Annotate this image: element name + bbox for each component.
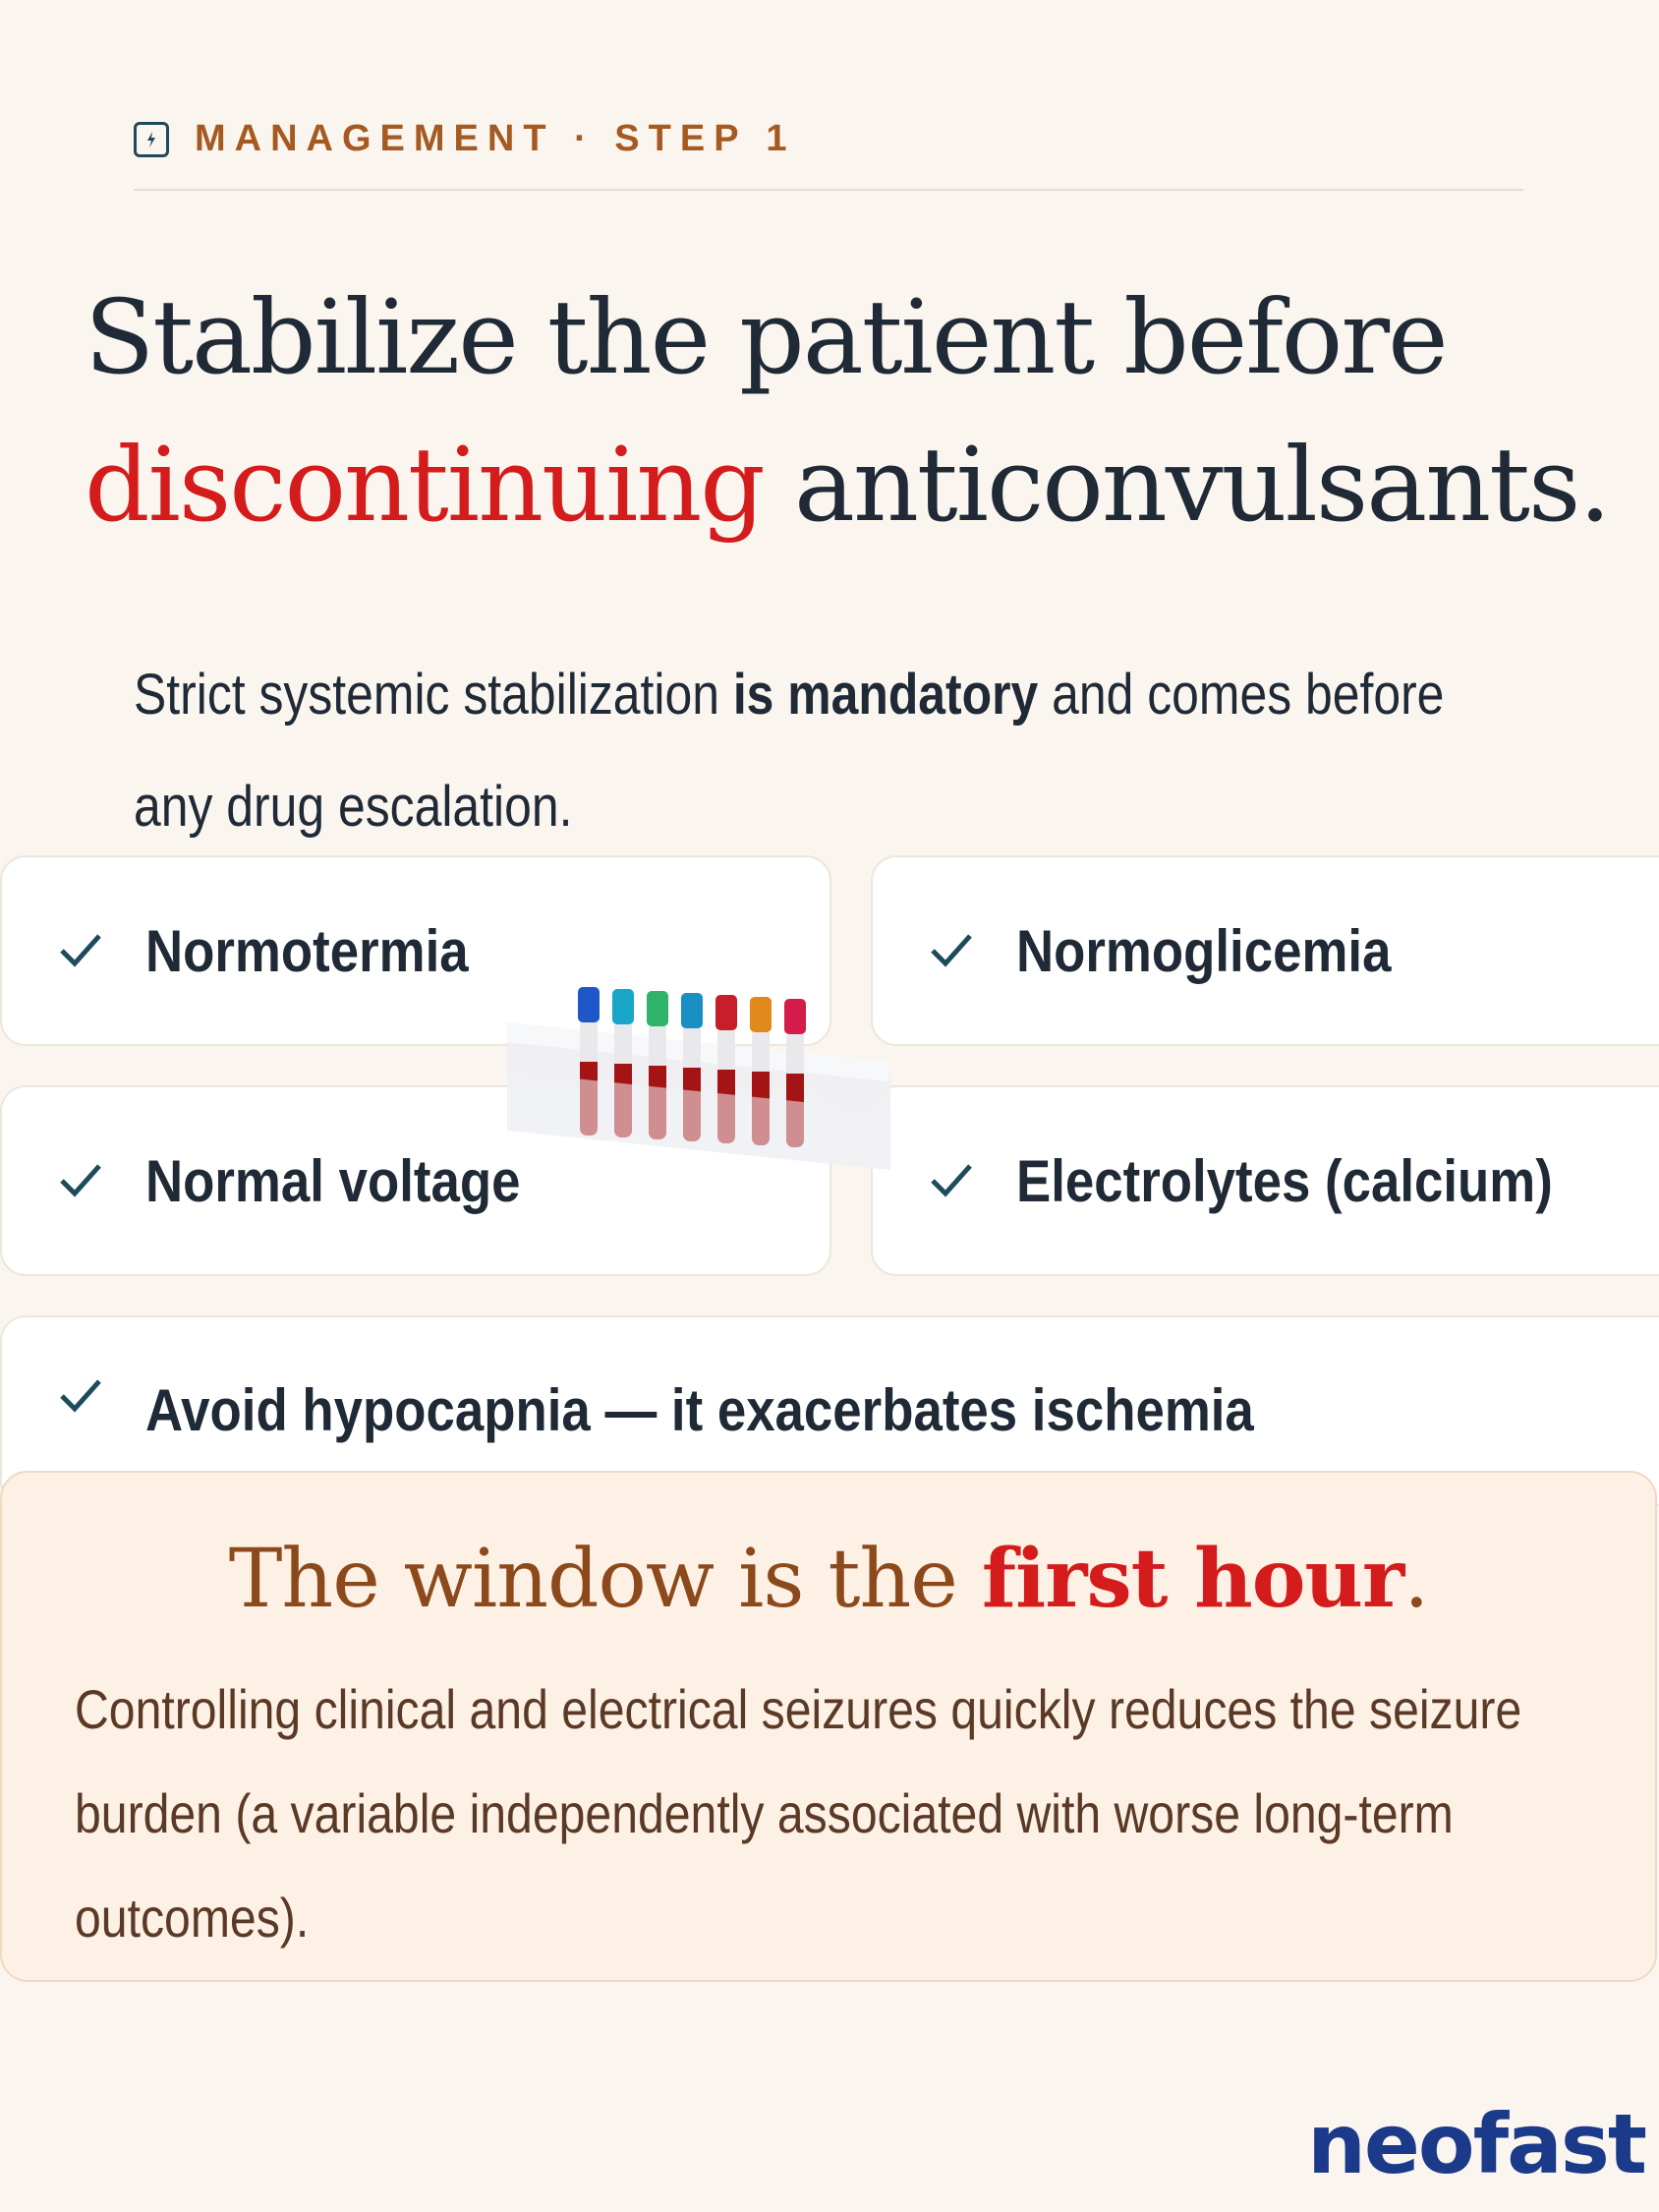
- pulse-icon: [134, 122, 169, 157]
- checklist-item-normoglycemia: [871, 855, 1659, 1046]
- check-icon: [59, 931, 112, 970]
- checklist-label: Normal voltage: [145, 1147, 521, 1214]
- checklist-label: Electrolytes (calcium): [1016, 1147, 1553, 1214]
- blood-tubes-image: [497, 973, 890, 1190]
- check-icon: [59, 1376, 112, 1416]
- callout-body: Controlling clinical and electrical seizures quickly reduces the seizure burden (a variable independently associated with worse long-term outcomes).: [75, 1678, 1522, 1949]
- checklist-item-electrolytes: [871, 1085, 1659, 1276]
- eyebrow-label: MANAGEMENT · STEP 1: [195, 118, 796, 159]
- checklist-label: Normotermia: [145, 917, 469, 984]
- lead-paragraph: Strict systemic stabilization is mandatory and comes before any drug escalation.: [134, 663, 1445, 839]
- checklist-label: Normoglicemia: [1016, 917, 1392, 984]
- title-accent: discontinuing: [85, 425, 764, 545]
- check-icon: [930, 931, 983, 970]
- brand-logo: neofast: [1307, 2096, 1645, 2192]
- checklist-label: Avoid hypocapnia — it exacerbates ischemia: [145, 1377, 1254, 1443]
- header-divider: [134, 189, 1523, 191]
- key-message-callout: [0, 1471, 1657, 1982]
- lead-emphasis: is mandatory: [732, 663, 1039, 727]
- callout-emphasis: first hour: [981, 1532, 1404, 1626]
- check-icon: [59, 1161, 112, 1200]
- check-icon: [930, 1161, 983, 1200]
- callout-title: The window is the first hour.: [228, 1532, 1429, 1626]
- page-title: Stabilize the patient before discontinuing anticonvulsants.: [85, 277, 1610, 545]
- section-eyebrow: [134, 118, 796, 160]
